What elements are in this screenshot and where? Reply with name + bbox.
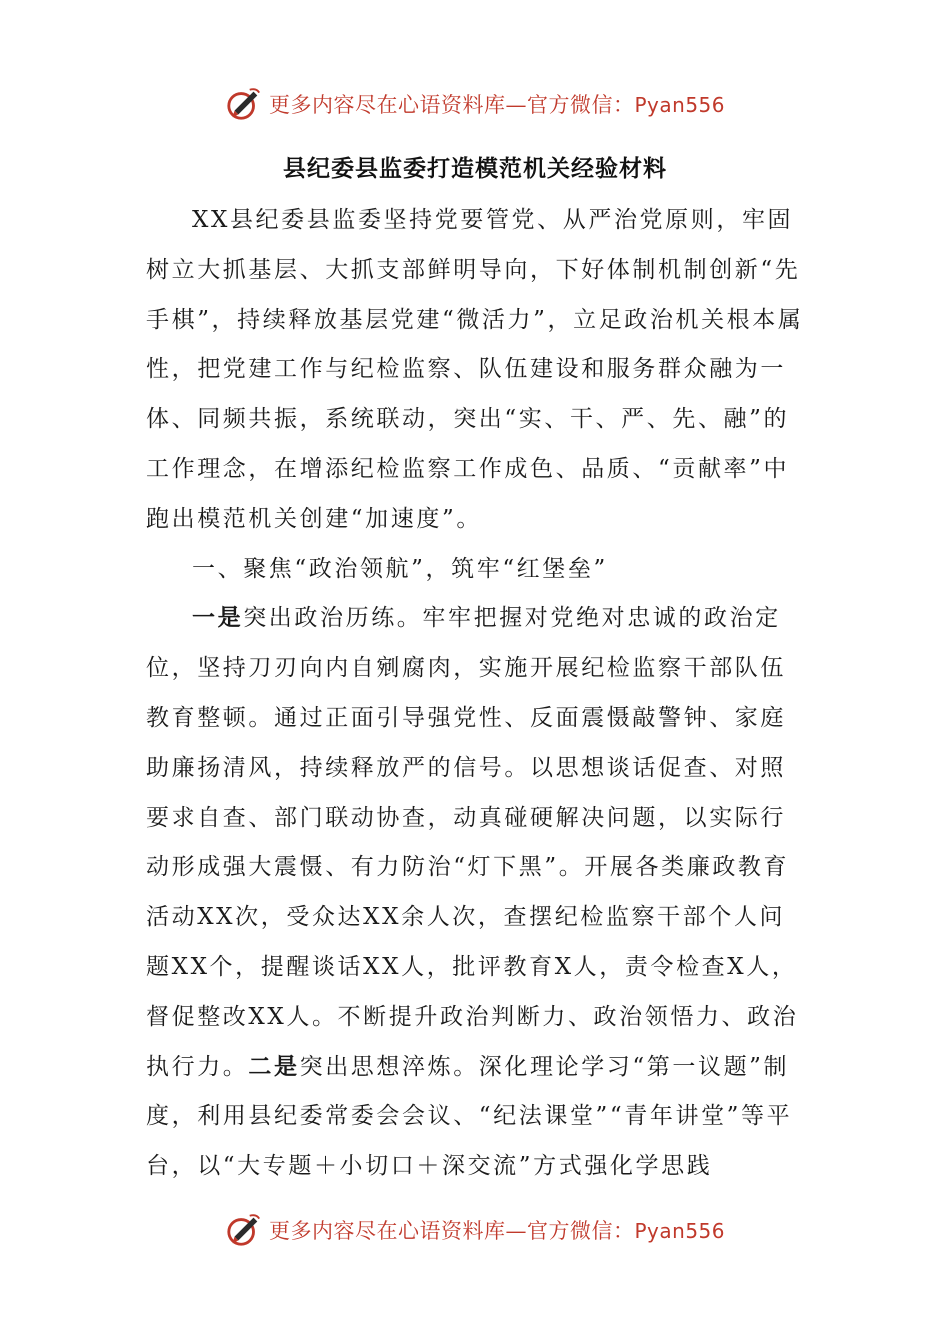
point-label: 二是 — [248, 1053, 300, 1080]
footer-banner — [0, 1208, 950, 1252]
intro-paragraph: XX县纪委县监委坚持党要管党、从严治党原则，牢固树立大抓基层、大抓支部鲜明导向，下好体制机制创新“先手棋”，持续释放基层党建“微活力”，立足政治机关根本属性，把党建工作与纪检监察、队伍建设和服务群众融为一体、同频共振，系统联动，突出“实、干、严、先、融”的工作理念，在增添纪检监察工作成色、品质、“贡献率”中跑出模范机关创建“加速度”。 — [146, 207, 804, 532]
banner-text: 更多内容尽在心语资料库—官方微信：Pyan556 — [268, 1219, 725, 1243]
banner-wechat-id: Pyan556 — [634, 1219, 725, 1243]
banner-wechat-id: Pyan556 — [634, 93, 725, 117]
banner-text: 更多内容尽在心语资料库—官方微信：Pyan556 — [268, 93, 725, 117]
body-paragraph — [146, 594, 806, 1192]
pen-circle-logo-icon — [225, 85, 263, 123]
point-label: 一是 — [192, 605, 244, 632]
document-title: 县纪委县监委打造模范机关经验材料 — [283, 156, 667, 182]
point-text: 突出思想淬炼。深化理论学习“第一议题”制度，利用县纪委常委会会议、“纪法课堂”“青年讲堂”等平台，以“大专题＋小切口＋深交流”方式强化学思践 — [146, 1053, 793, 1180]
pen-circle-logo-icon — [225, 1211, 263, 1249]
header-banner — [0, 82, 950, 126]
section-heading: 一、聚焦“政治领航”，筑牢“红堡垒” — [192, 555, 608, 582]
document-body — [146, 196, 806, 1192]
point-text: 突出政治历练。牢牢把握对党绝对忠诚的政治定位，坚持刀刃向内自剜腐肉，实施开展纪检监察干部队伍教育整顿。通过正面引导强党性、反面震慑敲警钟、家庭助廉扬清风，持续释放严的信号。以思想谈话促查、对照要求自查、部门联动协查，动真碰硬解决问题，以实际行动形成强大震慑、有力防治“灯下黑”。开展各类廉政教育活动XX次，受众达XX余人次，查摆纪检监察干部个人问题XX个，提醒谈话XX人，批评教育X人，责令检查X人，督促整改XX人。不断提升政治判断力、政治领悟力、政治执行力。 — [146, 605, 799, 1080]
